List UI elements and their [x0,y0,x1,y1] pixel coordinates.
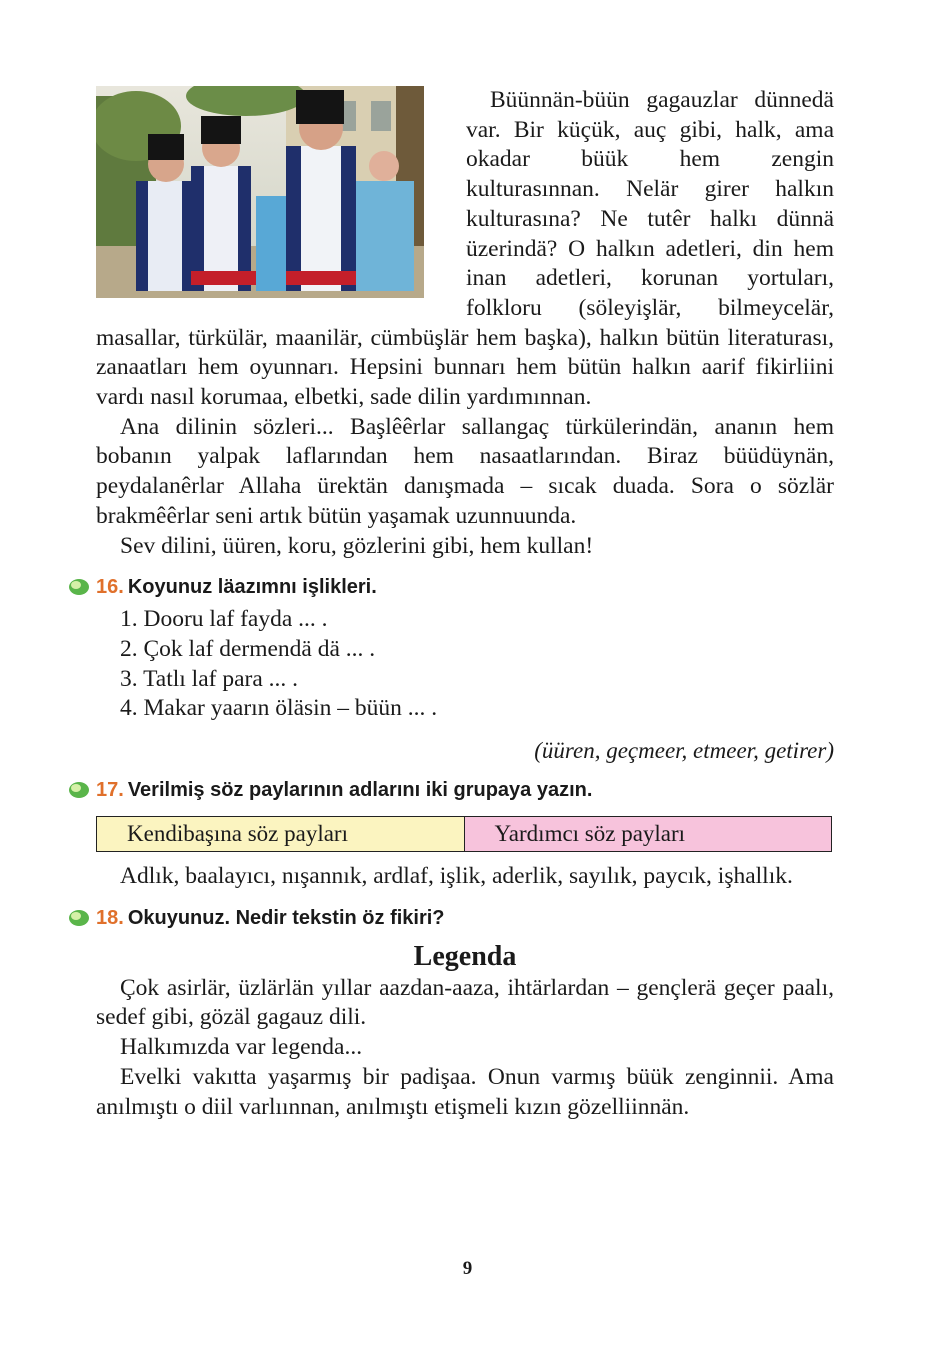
list-item: 4. Makar yaarın öläsin – büün ... . [120,695,438,722]
legend-title: Legenda [413,940,517,972]
page-content [96,86,834,1122]
folk-dancers-photo [96,86,424,298]
exercise-title: Koyunuz läazımnı işlikleri. [127,576,377,599]
exercise-number: 16. [96,576,124,599]
exercise-17-header [96,776,834,804]
word-group-table [96,816,832,852]
list-item: 3. Tatlı laf para ... . [120,665,299,692]
legend-paragraph-3: Evelki vakıtta yaşarmış bir padişaa. Onun varmış büük zenginnii. Ama anılmıştı o diil varlıınnan, anılmıştı etişmeli kızın gözelliinnän. [96,1063,834,1120]
table-header-independent: Kendibaşına söz payları [97,817,465,851]
intro-paragraph-2: Ana dilinin sözleri... Başlêêrlar sallangaç türkülerindän, ananın hem bobanın yalpak laflarından hem nasaatlarından. Biraz büüdüynän, peydalanêrlar Allaha ürektän danışmada – sıcak duada. Sora o sözlär brakmêêrlar seni artık bütün yaşamak uzunnuunda. [96,413,834,529]
exercise-title: Okuyunuz. Nedir tekstin öz fikiri? [127,906,445,929]
exercise-18-header [96,904,834,932]
intro-paragraph-3: Sev dilini, üüren, koru, gözlerini gibi, hem kullan! [120,532,594,559]
exercise-16-list [120,605,834,724]
exercise-number: 17. [96,779,124,802]
exercise-bullet-icon [68,578,90,596]
legend-paragraph-2: Halkımızda var legenda... [120,1034,363,1061]
exercise-bullet-icon [68,909,90,927]
exercise-17-words: Adlık, baalayıcı, nışannık, ardlaf, işlik, aderlik, sayılık, paycık, işhallık. [120,863,793,890]
page-number: 9 [462,1258,473,1279]
table-header-auxiliary: Yardımcı söz payları [465,817,832,851]
exercise-title: Verilmiş söz paylarının adlarını iki grupaya yazın. [127,779,593,802]
legend-paragraph-1: Çok asirlär, üzlärlän yıllar aazdan-aaza, ihtärlardan – gençlerä geçer paalı, sedef gibi, gözäl gagauz dili. [96,974,834,1031]
exercise-number: 18. [96,906,124,929]
intro-paragraph-1: Büünnän-büün gagauzlar dünnedä var. Bir küçük, auç gibi, halk, ama okadar büük hem zengin kulturasınnan. Nelär girer halkın kulturasına? Ne tutêr halkı dünnä üzerindä? O halkın adetleri, din hem inan adetleri, korunan yortuları, folkloru (söleyişlär, bilmeycelär, masallar, türkülär, maanilär, cümbüşlär hem başka), halkın bütün literaturası, zanaatları hem oyunnarı. Hepsini bunnarı hem bütün halkın aarif fikirliini vardı nasıl korumaa, elbetki, sade dilin yardımınnan. [96,87,834,411]
list-item: 1. Dooru laf fayda ... . [120,606,328,633]
exercise-16-header [96,573,834,601]
exercise-bullet-icon [68,781,90,799]
list-item: 2. Çok laf dermendä dä ... . [120,635,376,662]
exercise-16-hint: (üüren, geçmeer, etmeer, getirer) [534,738,834,764]
